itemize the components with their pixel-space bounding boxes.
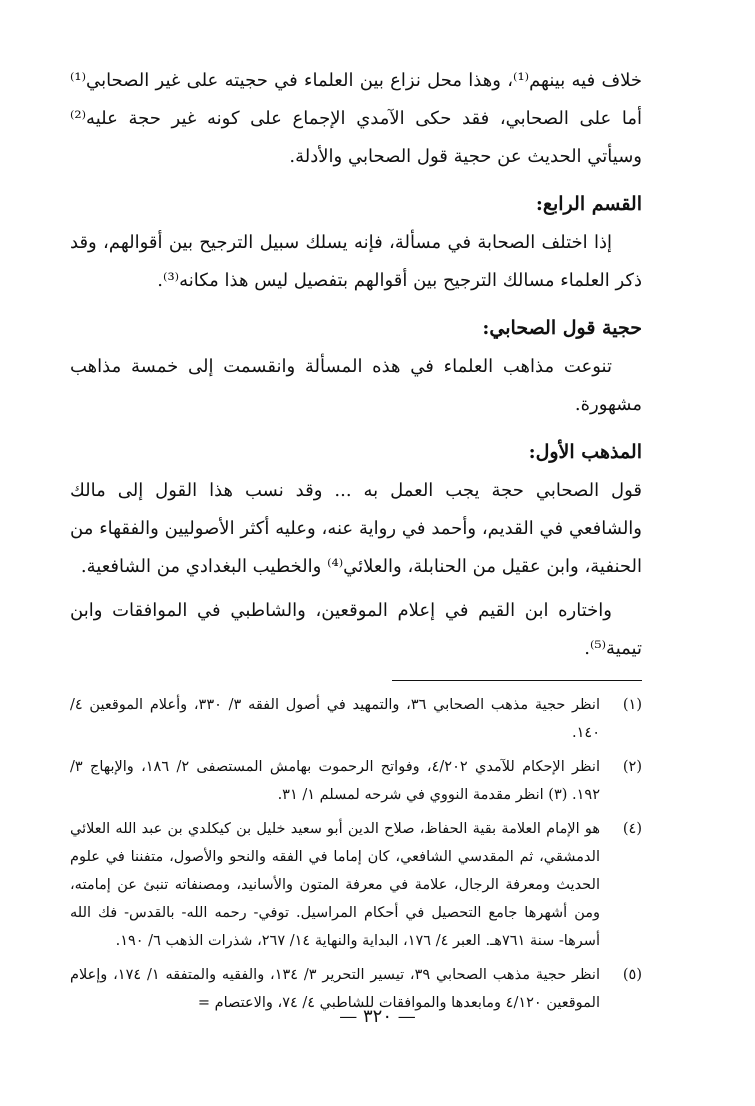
heading-hujjiya: حجية قول الصحابي: [482,317,642,339]
footnotes [70,691,642,1017]
paragraph-fourth-section: إذا اختلف الصحابة في مسألة، فإنه يسلك سبيل الترجيح بين أقوالهم، وقد ذكر العلماء مسالك الترجيح بين أقوالهم بتفصيل ليس هذا مكانه⁽³⁾. [70,232,642,291]
footnote-number: (٤) [622,821,642,837]
heading-fourth-section: القسم الرابع: [535,193,642,215]
heading-first-madhhab: المذهب الأول: [528,441,642,463]
footnote-text: هو الإمام العلامة بقية الحفاظ، صلاح الدين أبو سعيد خليل بن كيكلدي بن عبد الله العلائي الدمشقي، ثم المقدسي الشافعي، كان إماما في الفقه والنحو والأصول، متفننا في علوم الحديث ومعرفة الرجال، علامة في معرفة المتون والأسانيد، ومصنفاته تنبئ عن إمامته، ومن أشهرها جامع التحصيل في أحكام المراسيل. توفي- رحمه الله- بالقدس- فك الله أسرها- سنة ٧٦١هـ. العبر ٤/ ١٧٦، البداية والنهاية ١٤/ ٢٦٧، شذرات الذهب ٦/ ١٩٠. [70,821,600,949]
footnote-item [70,691,642,747]
paragraph-madhahib: تنوعت مذاهب العلماء في هذه المسألة وانقسمت إلى خمسة مذاهب مشهورة. [70,356,642,415]
footnote-item [70,815,642,955]
footnote-text: انظر حجية مذهب الصحابي ٣٩، تيسير التحرير ٣/ ١٣٤، والفقيه والمتفقه ١/ ١٧٤، وإعلام الموقعين ٤/١٢٠ ومابعدها والموافقات للشاطبي ٤/ ٧٤، والاعتصام = [70,967,600,1011]
footnote-number: (٢) [622,759,642,775]
footnote-text: انظر حجية مذهب الصحابي ٣٦، والتمهيد في أصول الفقه ٣/ ٣٣٠، وأعلام الموقعين ٤/ ١٤٠. [70,697,600,741]
paragraph-intro: خلاف فيه بينهم⁽¹⁾، وهذا محل نزاع بين العلماء في حجيته على غير الصحابي⁽¹⁾ أما على الصحابي، فقد حكى الآمدي الإجماع على كونه غير حجة عليه⁽²⁾ وسيأتي الحديث عن حجية قول الصحابي والأدلة. [70,70,642,167]
page-content [70,62,642,1023]
footnote-number: (٥) [622,967,642,983]
footnote-separator [392,680,642,681]
footnote-item [70,753,642,809]
page-number: — ٣٢٠ — [339,1006,416,1027]
paragraph-chosen-by: واختاره ابن القيم في إعلام الموقعين، والشاطبي في الموافقات وابن تيمية⁽⁵⁾. [70,600,642,659]
paragraph-first-madhhab: قول الصحابي حجة يجب العمل به ... وقد نسب هذا القول إلى مالك والشافعي في القديم، وأحمد في رواية عنه، وعليه أكثر الأصوليين والفقهاء من الحنفية، وابن عقيل من الحنابلة، والعلائي⁽⁴⁾ والخطيب البغدادي من الشافعية. [70,480,642,577]
footnote-number: (١) [622,697,642,713]
footnote-text: انظر الإحكام للآمدي ٤/٢٠٢، وفواتح الرحموت بهامش المستصفى ٢/ ١٨٦، والإبهاج ٣/ ١٩٢. (٣) انظر مقدمة النووي في شرحه لمسلم ١/ ٣١. [70,759,600,803]
